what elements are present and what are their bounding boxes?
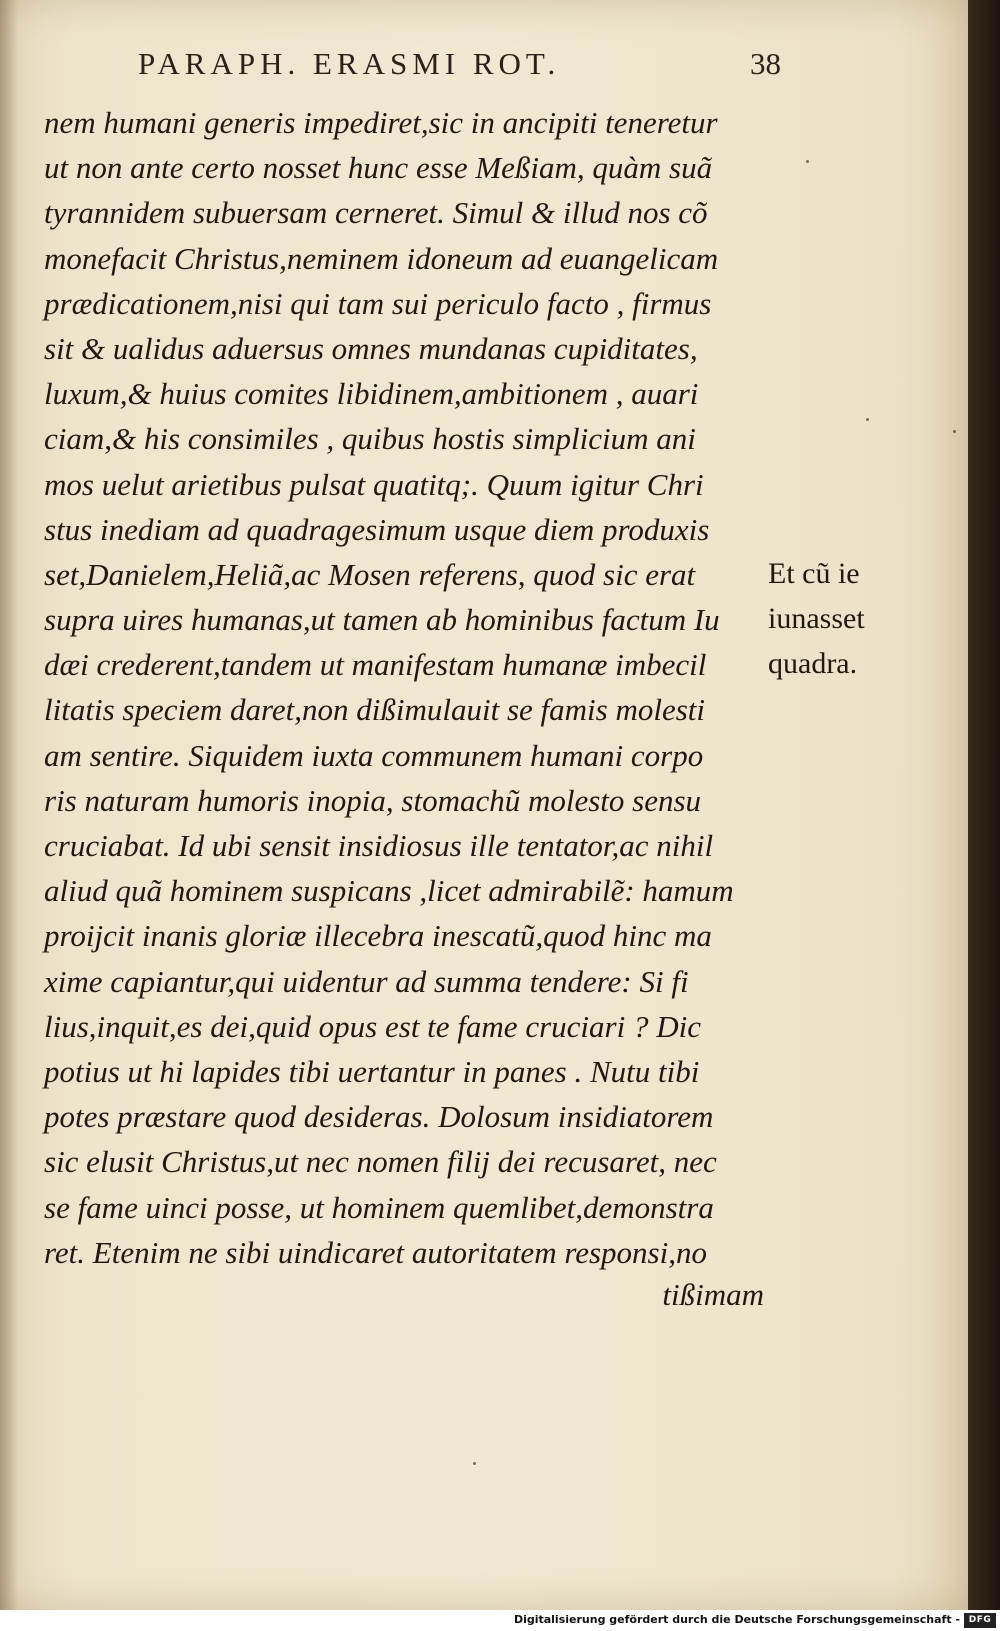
catchword: tißimam [662, 1277, 764, 1312]
text-line: aliud quã hominem suspicans ,licet admirabilẽ: hamum [44, 873, 734, 909]
text-line: potius ut hi lapides tibi uertantur in panes . Nutu tibi [44, 1053, 700, 1089]
ink-speck [806, 160, 809, 163]
text-line: sic elusit Christus,ut nec nomen filij dei recusaret, nec [44, 1144, 717, 1180]
text-line: cruciabat. Id ubi sensit insidiosus ille tentator,ac nihil [44, 828, 714, 863]
text-line: prædicationem,nisi qui tam sui periculo facto , firmus [44, 285, 712, 321]
text-line: stus inediam ad quadragesimum usque diem produxis [44, 511, 710, 547]
text-line: ut non ante certo nosset hunc esse Meßiam, quàm suã [44, 150, 713, 186]
text-line: luxum,& huius comites libidinem,ambitionem , auari [44, 376, 699, 412]
running-head [0, 40, 968, 90]
text-line: mos uelut arietibus pulsat quatitq;. Quum igitur Chri [44, 466, 704, 502]
text-line: ret. Etenim ne sibi uindicaret autoritatem responsi,no [44, 1234, 707, 1270]
text-line: ciam,& his consimiles , quibus hostis simplicium ani [44, 421, 696, 457]
marginal-note [768, 551, 963, 687]
ink-speck [866, 418, 869, 421]
text-line: potes præstare quod desideras. Dolosum insidiatorem [44, 1099, 714, 1135]
catchword-container [44, 1277, 764, 1313]
ink-speck [473, 1462, 476, 1465]
text-line: proijcit inanis gloriæ illecebra inescatũ,quod hinc ma [44, 918, 712, 954]
text-line: xime capiantur,qui uidentur ad summa tendere: Si fi [44, 963, 689, 999]
text-line: ris naturam humoris inopia, stomachũ molesto sensu [44, 782, 702, 818]
text-line: am sentire. Siquidem iuxta communem humani corpo [44, 737, 704, 773]
running-head-title: PARAPH. ERASMI ROT. [138, 46, 561, 81]
text-line: set,Danielem,Heliã,ac Mosen referens, quod sic erat [44, 556, 696, 592]
text-line: dæi crederent,tandem ut manifestam humanæ imbecil [44, 647, 707, 683]
text-line: litatis speciem daret,non dißimulauit se famis molesti [44, 692, 706, 728]
dfg-logo-icon: DFG [964, 1613, 996, 1628]
gutter-shadow [0, 0, 18, 1610]
ink-speck [953, 430, 956, 433]
text-line: nem humani generis impediret,sic in ancipiti teneretur [44, 105, 718, 140]
digitization-footer [0, 1610, 1000, 1631]
text-line: sit & ualidus aduersus omnes mundanas cupiditates, [44, 330, 698, 366]
text-line: tyrannidem subuersam cerneret. Simul & illud nos cõ [44, 195, 708, 231]
marginal-note-line: iunasset [768, 602, 865, 636]
text-line: lius,inquit,es dei,quid opus est te fame cruciari ? Dic [44, 1008, 701, 1044]
marginal-note-line: Et cũ ie [768, 557, 860, 590]
footer-credit: Digitalisierung gefördert durch die Deutsche Forschungsgemeinschaft - [513, 1613, 960, 1626]
text-line: se fame uinci posse, ut hominem quemlibet,demonstra [44, 1189, 714, 1225]
page-edge-shadow [968, 0, 1000, 1610]
marginal-note-line: quadra. [768, 647, 858, 681]
body-text [44, 100, 764, 1275]
text-line: monefacit Christus,neminem idoneum ad euangelicam [44, 240, 719, 276]
folio-number: 38 [750, 46, 781, 81]
text-line: supra uires humanas,ut tamen ab hominibus factum Iu [44, 602, 720, 638]
